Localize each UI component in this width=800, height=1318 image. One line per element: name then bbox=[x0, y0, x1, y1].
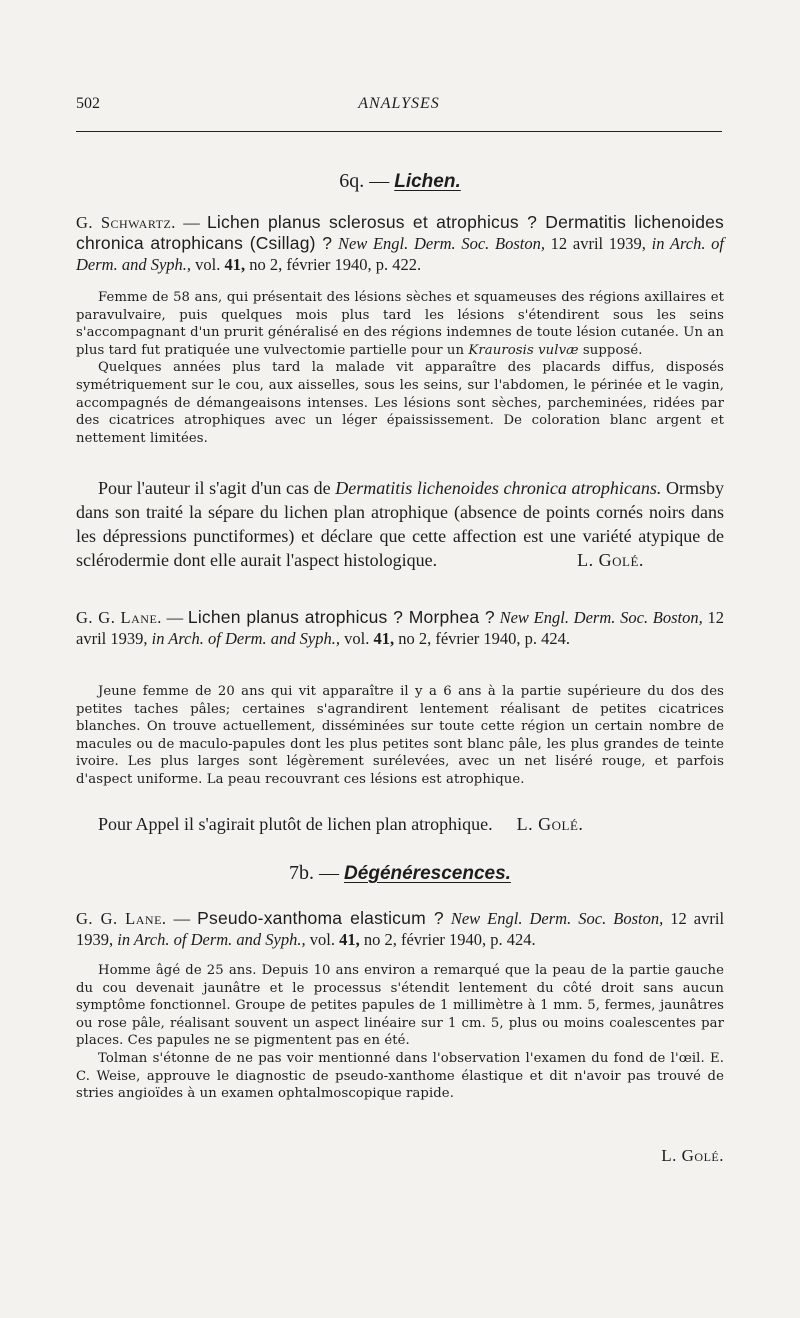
article2-comment bbox=[76, 812, 724, 836]
summary-paragraph: Tolman s'étonne de ne pas voir mentionné dans l'observation l'examen du fond de l'œil. E. C. Weise, approuve le diagnostic de pseudo-xanthome élastique et dit n'avoir pas trouvé de stries angioïdes à un examen ophtalmoscopique rapide. bbox=[76, 1050, 724, 1102]
section-dash: — bbox=[369, 170, 390, 192]
signature: L. Golé. bbox=[516, 814, 584, 834]
section-title: Lichen. bbox=[394, 171, 461, 192]
comment-text: Pour l'auteur il s'agit d'un cas de bbox=[98, 478, 331, 498]
date: 12 avril 1939, bbox=[76, 909, 725, 949]
article2-reference bbox=[76, 607, 724, 649]
article2-summary bbox=[76, 683, 724, 789]
author: G. G. Lane. bbox=[76, 909, 167, 928]
comment-italic: Dermatitis lichenoides chronica atrophicans. bbox=[335, 478, 662, 498]
summary-text-end: supposé. bbox=[582, 342, 643, 358]
comment-text-post: Ormsby dans son traité la sépare du lichen plan atrophique (absence de points cornés noirs dans les dépressions punctiformes) et déclare que cette affection est une variété atypique de sclérodermie dont elle aurait l'aspect histologique. bbox=[76, 478, 724, 570]
signature: L. Golé. bbox=[577, 550, 644, 570]
summary-italic: Kraurosis vulvæ bbox=[468, 342, 579, 358]
page-number: 502 bbox=[76, 95, 100, 112]
volume: 41, bbox=[224, 255, 246, 274]
issue-pages: no 2, février 1940, p. 424. bbox=[398, 629, 571, 648]
article-title: Lichen planus atrophicus ? Morphea ? bbox=[187, 607, 495, 627]
summary-paragraph: Homme âgé de 25 ans. Depuis 10 ans environ a remarqué que la peau de la partie gauche du cou devenait jaunâtre et le processus s'étendit lentement du côté droit sans aucun symptôme fonctionnel. Groupe de petites papules de 1 millimètre à 1 mm. 5, fermes, jaunâtres ou rose pâle, réalisant souvent un aspect linéaire sur 1 cm. 5, plus ou moins coalescentes par places. Ces papules ne se pigmentent pas en été. bbox=[76, 963, 724, 1049]
comment-text: Pour Appel il s'agirait plutôt de lichen plan atrophique. bbox=[98, 814, 493, 834]
article1-reference bbox=[76, 212, 724, 275]
article3-reference bbox=[76, 908, 724, 950]
article3-signature-line bbox=[76, 1146, 794, 1166]
section-dash: — bbox=[319, 862, 340, 884]
running-header bbox=[76, 95, 722, 121]
volume-prefix: vol. bbox=[344, 629, 370, 648]
header-rule bbox=[76, 131, 722, 132]
journal: New Engl. Derm. Soc. Boston, bbox=[337, 234, 545, 253]
article-title: Pseudo-xanthoma elasticum ? bbox=[197, 908, 444, 928]
dash: — bbox=[166, 608, 184, 627]
article-title: Lichen planus sclerosus et atrophicus ? Dermatitis lichenoides chronica atrophicans (Csillag) ? bbox=[76, 212, 725, 253]
issue-pages: no 2, février 1940, p. 422. bbox=[249, 255, 422, 274]
author: G. G. Lane. bbox=[76, 608, 162, 627]
section-number: 7b. bbox=[289, 862, 315, 884]
journal: New Engl. Derm. Soc. Boston, bbox=[499, 608, 703, 627]
summary-text: Femme de 58 ans, qui présentait des lésions sèches et squameuses des régions axillaires et paravulvaire, puis quelques mois plus tard les lésions s'étendirent sous les seins s'accompagnant d'un prurit généralisé en des régions indemnes de toute lésion cutanée. Un an plus tard fut pratiquée une vulvectomie partielle pour un bbox=[76, 290, 724, 358]
comment-paragraph bbox=[76, 812, 724, 836]
issue-pages: no 2, février 1940, p. 424. bbox=[363, 930, 536, 949]
in-reference: in Arch. of Derm. and Syph., bbox=[117, 930, 306, 949]
comment-paragraph bbox=[76, 476, 724, 572]
section-number: 6q. bbox=[339, 170, 365, 192]
signature: L. Golé. bbox=[661, 1146, 724, 1165]
date: 12 avril 1939, bbox=[550, 234, 646, 253]
section-heading-degenerescences bbox=[0, 862, 800, 885]
article3-summary bbox=[76, 962, 724, 1103]
in-reference: in Arch. of Derm. and Syph., bbox=[151, 629, 340, 648]
section-heading-lichen bbox=[0, 170, 800, 193]
volume-prefix: vol. bbox=[195, 255, 221, 274]
dash: — bbox=[173, 909, 191, 928]
summary-paragraph: Jeune femme de 20 ans qui vit apparaître il y a 6 ans à la partie supérieure du dos des petites taches pâles; certaines s'agrandirent lentement réalisant de petites cicatrices blanches. On trouve actuellement, disséminées sur toute cette région un certain nombre de macules ou de maculo-papules dont les plus petites sont blanc pâle, les plus grandes de teinte ivoire. Les plus larges sont légèrement surélevées, avec un net liséré rouge, et parfois d'aspect uniforme. La peau recouvrant ces lésions est atrophique. bbox=[76, 684, 724, 787]
date: 12 avril 1939, bbox=[76, 608, 724, 648]
volume: 41, bbox=[373, 629, 395, 648]
article1-summary bbox=[76, 289, 724, 447]
article1-comment bbox=[76, 476, 724, 572]
author: G. Schwartz. bbox=[76, 213, 176, 232]
section-title: Dégénérescences. bbox=[344, 863, 511, 884]
in-reference: in Arch. of Derm. and Syph., bbox=[76, 234, 724, 274]
dash: — bbox=[183, 213, 200, 232]
summary-paragraph: Quelques années plus tard la malade vit apparaître des placards diffus, disposés symétriquement sur le cou, aux aisselles, sous les seins, sur l'abdomen, le périnée et le vagin, accompagnés de démangeaisons intenses. Les lésions sont sèches, parcheminées, ridées par des cicatrices atrophiques avec un léger épaississement. De coloration blanc argent et nettement limitées. bbox=[76, 360, 724, 446]
summary-paragraph bbox=[76, 289, 724, 359]
journal: New Engl. Derm. Soc. Boston, bbox=[450, 909, 664, 928]
volume-prefix: vol. bbox=[309, 930, 335, 949]
running-title: ANALYSES bbox=[358, 95, 440, 112]
volume: 41, bbox=[339, 930, 360, 949]
